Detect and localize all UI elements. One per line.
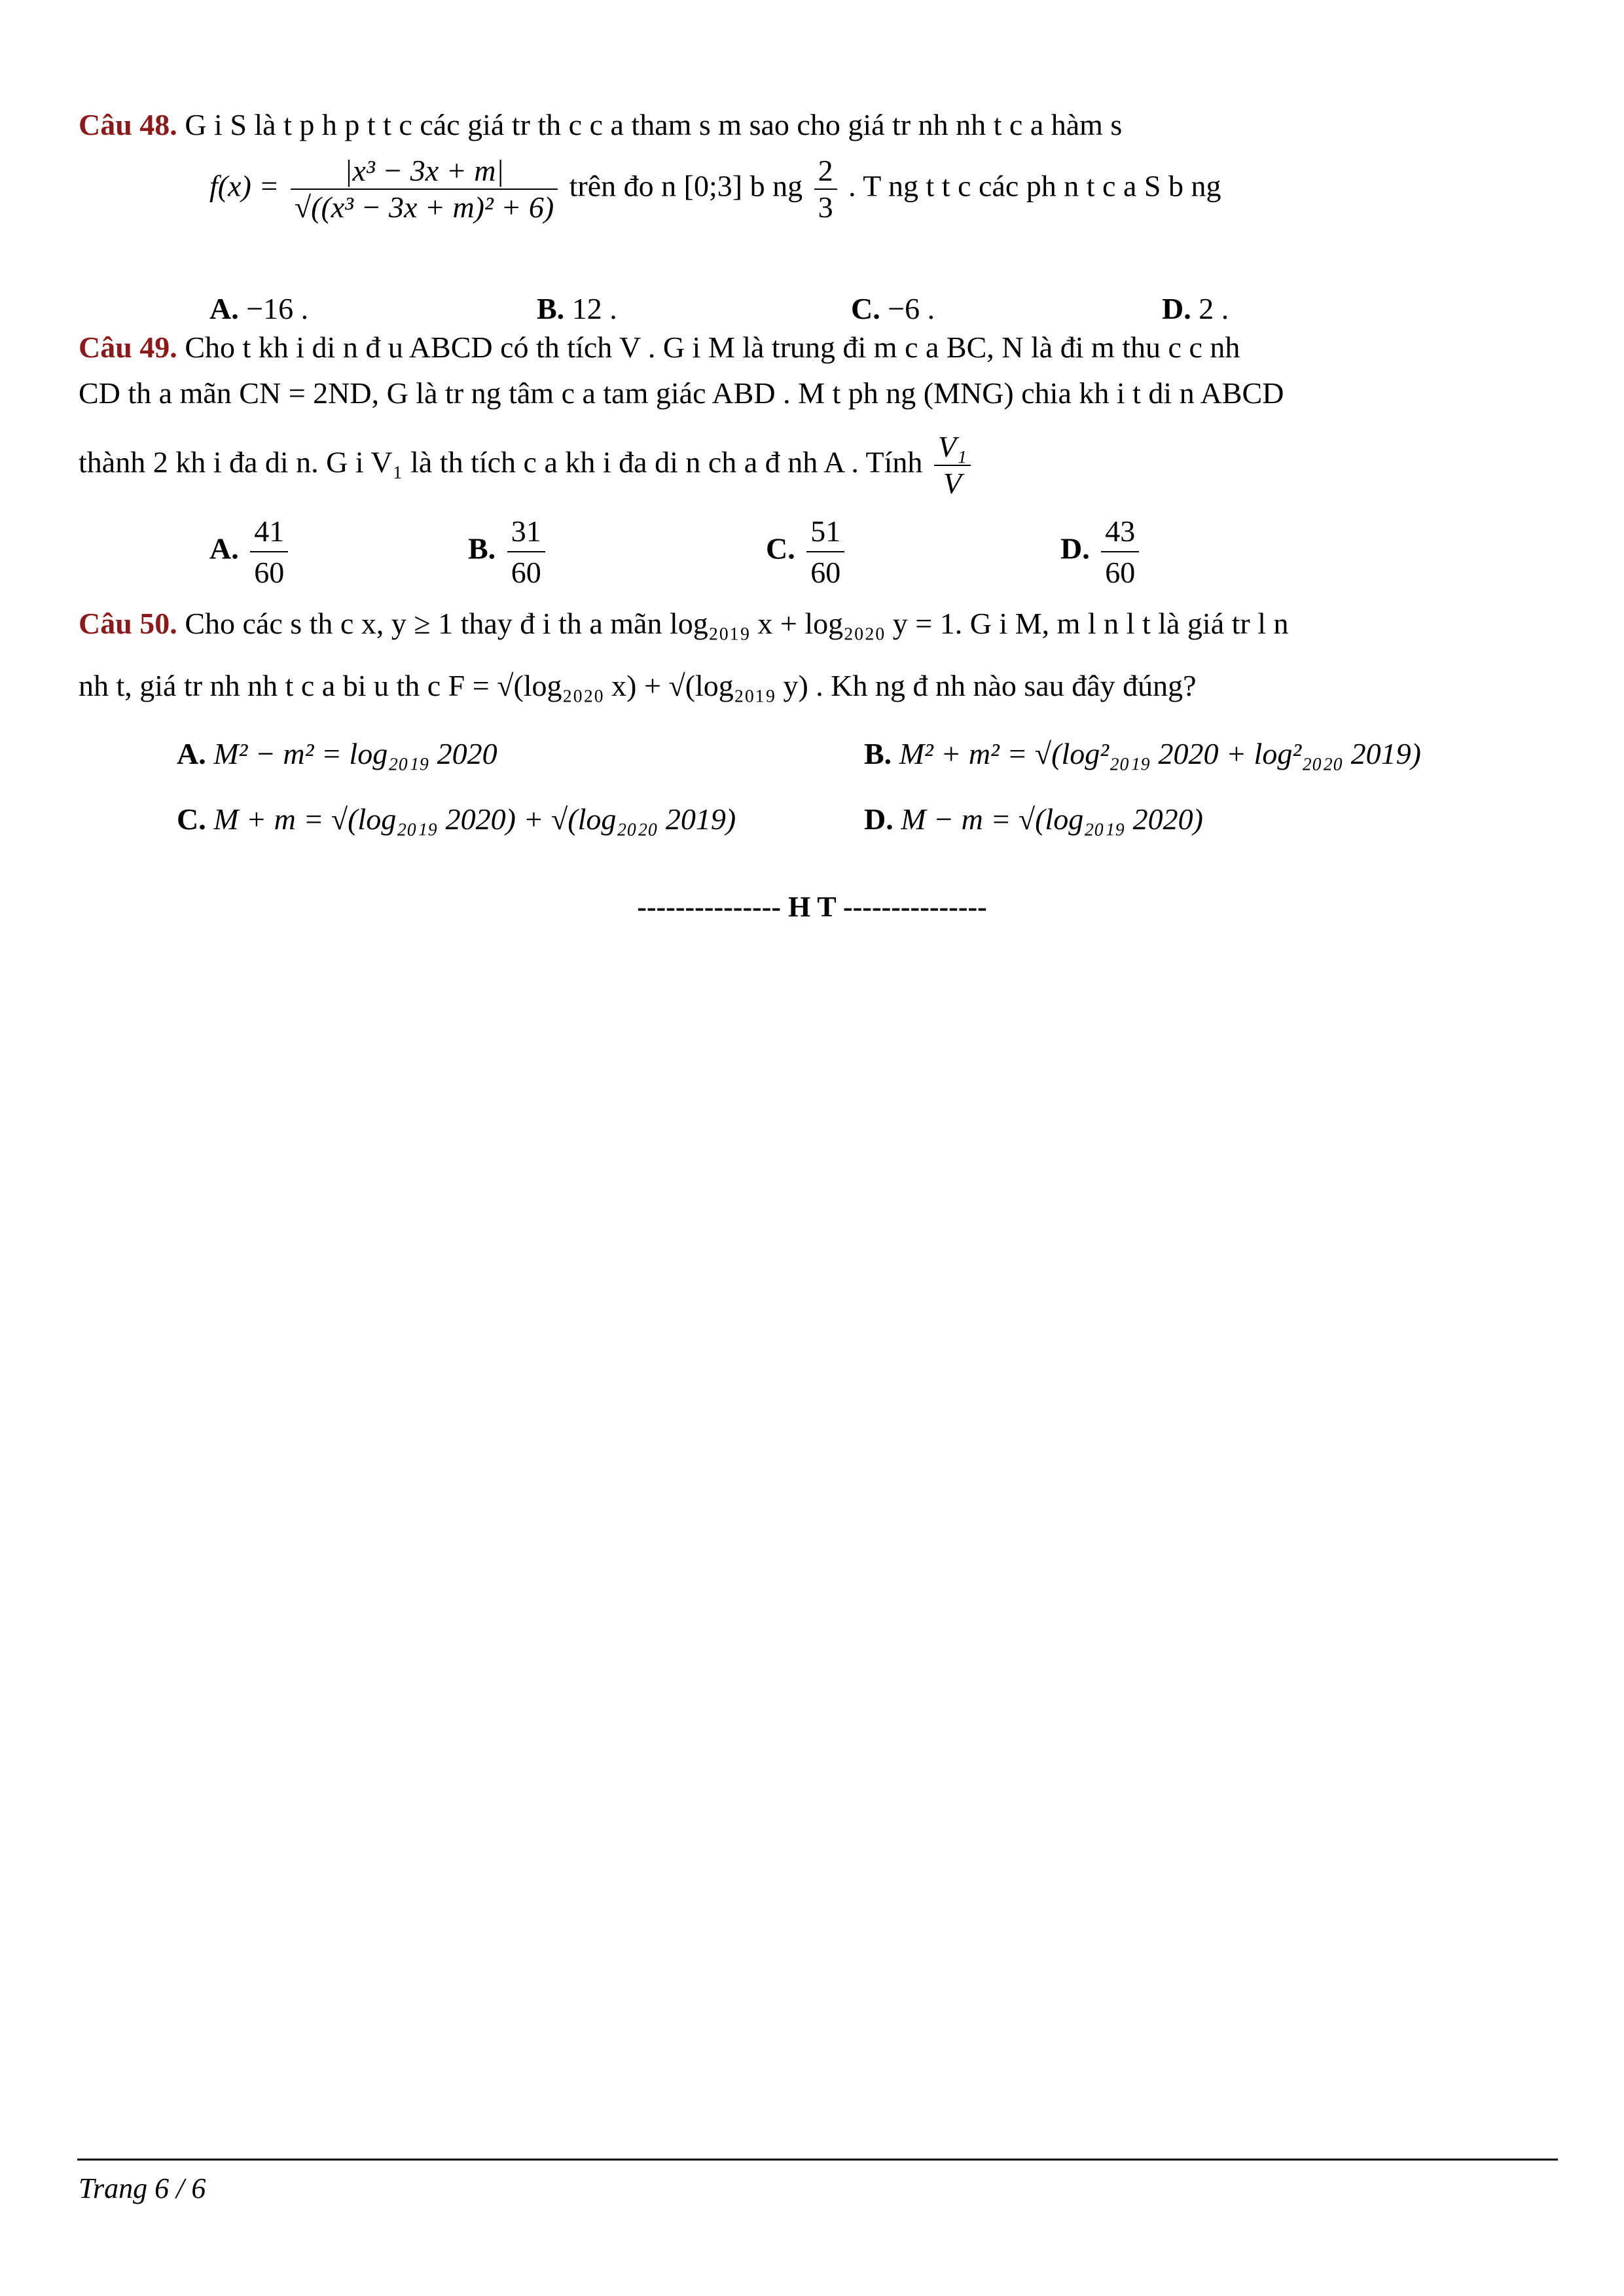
q49-ratio-frac: $\frac{\text{V₁}}{V}$: [934, 432, 971, 499]
q50-option-b: B. M² + m² = √(log²₂₀₁₉ 2020 + log²₂₀₂₀ 2019): [864, 737, 1421, 770]
q48-line1: [79, 110, 1122, 140]
q48-option-b: B. 12 .: [537, 292, 617, 325]
q49-text-line1: Cho t kh i di n đ u ABCD có th tích V . G i M là trung đi m c a BC, N là đi m thu c c nh: [185, 331, 1240, 364]
q48-func-den: √((x³ − 3x + m)² + 6): [294, 190, 554, 224]
q48-func-frac: [291, 156, 558, 223]
q48-value-frac: [814, 156, 837, 223]
q48-option-d: D. 2 .: [1162, 292, 1229, 325]
q48-label: Câu 48.: [79, 108, 177, 141]
q48-option-c: C. −6 .: [851, 292, 935, 325]
q48-text1: G i S là t p h p t t c các giá tr th c c a tham s m sao cho giá tr nh nh t c a hàm s: [185, 108, 1123, 141]
q49-line2: CD th a mãn CN = 2ND, G là tr ng tâm c a tam giác ABD . M t ph ng (MNG) chia kh i t di n ABCD: [79, 376, 1284, 410]
q50-line2: nh t, giá tr nh nh t c a bi u th c F = √(log₂₀₂₀ x) + √(log₂₀₁₉ y) . Kh ng đ nh nào sau đây đúng?: [79, 669, 1197, 702]
q50-option-c: C. M + m = √(log₂₀₁₉ 2020) + √(log₂₀₂₀ 2019): [177, 802, 736, 836]
q48-text2: trên đo n [0;3] b ng: [569, 169, 803, 203]
q50-text-line1: Cho các s th c x, y ≥ 1 thay đ i th a mãn log₂₀₁₉ x + log₂₀₂₀ y = 1. G i M, m l n l t là giá tr l n: [185, 607, 1289, 640]
q48-function-line: [209, 156, 1221, 223]
q48-frac-num: 2: [814, 156, 837, 190]
q49-line1: [79, 332, 1240, 363]
q50-option-a: A. M² − m² = log₂₀₁₉ 2020: [177, 737, 497, 770]
q48-func-lhs: f(x) =: [209, 169, 280, 203]
q48-option-a: A. −16 .: [209, 292, 309, 325]
q49-text-line3: thành 2 kh i đa di n. G i V₁ là th tích c a kh i đa di n ch a đ nh A . Tính: [79, 445, 923, 479]
q50-line1: [79, 609, 1289, 639]
end-of-exam-marker: --------------- H T ---------------: [637, 891, 987, 923]
q50-option-d: D. M − m = √(log₂₀₁₉ 2020): [864, 802, 1203, 836]
q48-text3: . T ng t t c các ph n t c a S b ng: [848, 169, 1221, 203]
q49-option-d: D. $\frac{43}{60}$: [1060, 514, 1143, 590]
footer-divider: [77, 2159, 1558, 2161]
q49-line3: [79, 432, 975, 499]
q49-option-a: A. $\frac{41}{60}$: [209, 514, 292, 590]
q48-func-num: |x³ − 3x + m|: [291, 156, 558, 190]
q49-label: Câu 49.: [79, 331, 177, 364]
page-number: Trang 6 / 6: [79, 2172, 206, 2204]
q49-option-b: B. $\frac{31}{60}$: [468, 514, 549, 590]
q50-label: Câu 50.: [79, 607, 177, 640]
q49-option-c: C. $\frac{51}{60}$: [766, 514, 848, 590]
q48-frac-den: 3: [818, 190, 833, 224]
